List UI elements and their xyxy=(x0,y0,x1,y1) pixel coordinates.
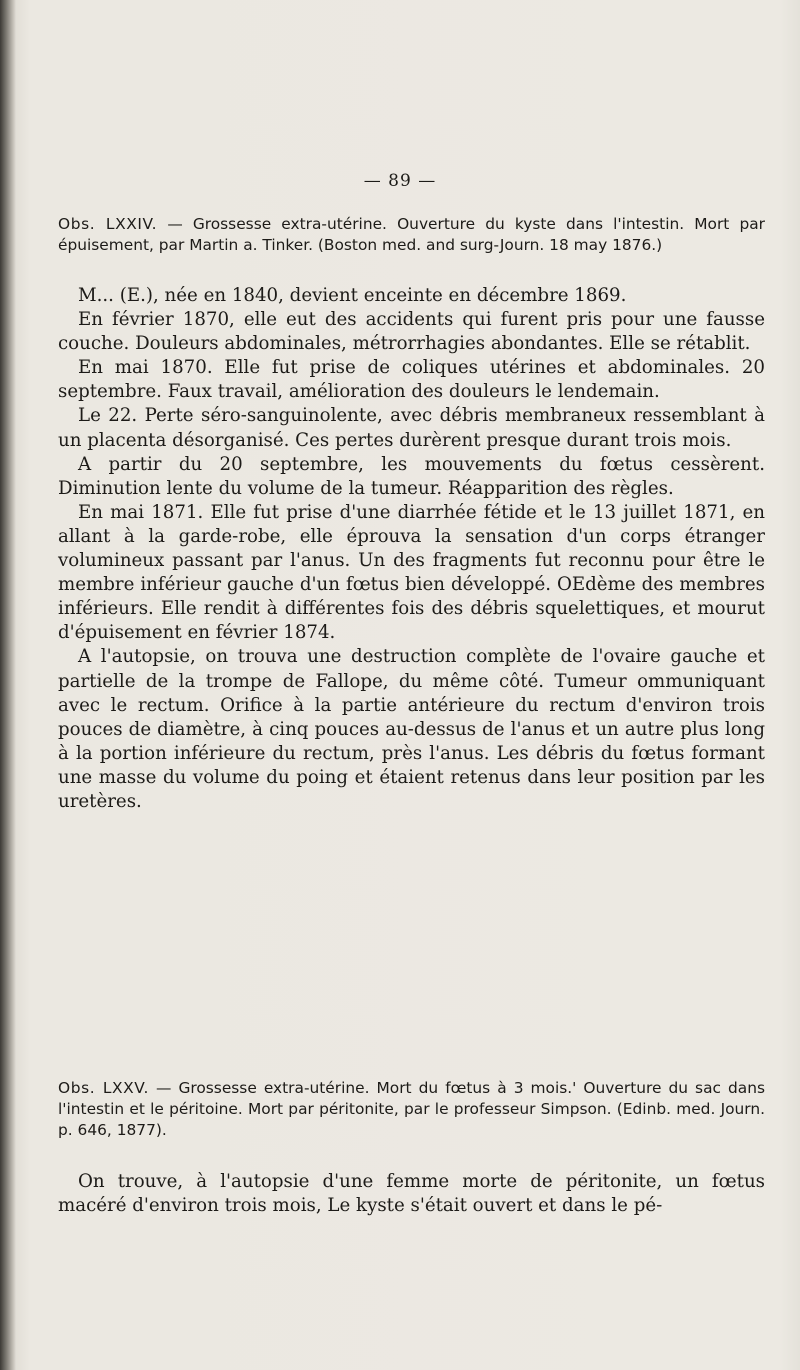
observation-75-body xyxy=(58,1170,765,1218)
observation-74-header xyxy=(58,214,765,256)
observation-75-title: — Grossesse extra-utérine. Mort du fœtus à 3 mois.' Ouverture du sac dans l'intestin et le péritoine. Mort par péritonite, par le professeur Simpson. (Edinb. med. Journ. p. 646, 1877). xyxy=(58,1079,765,1139)
paragraph: En mai 1870. Elle fut prise de coliques utérines et abdominales. 20 septembre. Faux travail, amélioration des douleurs le lendemain. xyxy=(58,357,765,403)
observation-75-lead: Obs. LXXV. xyxy=(58,1079,149,1097)
paragraph: A l'autopsie, on trouva une destruction complète de l'ovaire gauche et partielle de la trompe de Fallope, du même côté. Tumeur ommuniquant avec le rectum. Orifice à la partie antérieure du rectum d'environ trois pouces de diamètre, à cinq pouces au-dessus de l'anus et un autre plus long à la portion inférieure du rectum, près l'anus. Les débris du fœtus formant une masse du volume du poing et étaient retenus dans leur position par les uretères. xyxy=(58,646,765,812)
paragraph: Le 22. Perte séro-sanguinolente, avec débris membraneux ressemblant à un placenta désorganisé. Ces pertes durèrent presque durant trois mois. xyxy=(58,405,765,451)
paragraph: En mai 1871. Elle fut prise d'une diarrhée fétide et le 13 juillet 1871, en allant à la garde-robe, elle éprouva la sensation d'un corps étranger volumineux passant par l'anus. Un des fragments fut reconnu pour être le membre inférieur gauche d'un fœtus bien développé. OEdème des membres inférieurs. Elle rendit à différentes fois des débris squelettiques, et mourut d'épuisement en février 1874. xyxy=(58,501,765,644)
paragraph: M... (E.), née en 1840, devient enceinte en décembre 1869. xyxy=(78,285,627,306)
page-number: — 89 — xyxy=(363,171,437,191)
paragraph: On trouve, à l'autopsie d'une femme morte de péritonite, un fœtus macéré d'environ trois mois, Le kyste s'était ouvert et dans le pé- xyxy=(58,1171,765,1217)
observation-75-header xyxy=(58,1078,765,1141)
observation-74 xyxy=(58,214,765,256)
page-binding-edge xyxy=(0,0,16,1370)
paragraph: En février 1870, elle eut des accidents qui furent pris pour une fausse couche. Douleurs abdominales, métrorrhagies abondantes. Elle se rétablit. xyxy=(58,309,765,355)
observation-75 xyxy=(58,1078,765,1141)
paragraph: A partir du 20 septembre, les mouvements du fœtus cessèrent. Diminution lente du volume de la tumeur. Réapparition des règles. xyxy=(58,453,765,499)
observation-74-lead: Obs. LXXIV. xyxy=(58,215,158,233)
observation-74-title: — Grossesse extra-utérine. Ouverture du kyste dans l'intestin. Mort par épuisement, par Martin a. Tinker. (Boston med. and surg-Journ. 18 may 1876.) xyxy=(58,215,765,254)
observation-74-body xyxy=(58,284,765,814)
